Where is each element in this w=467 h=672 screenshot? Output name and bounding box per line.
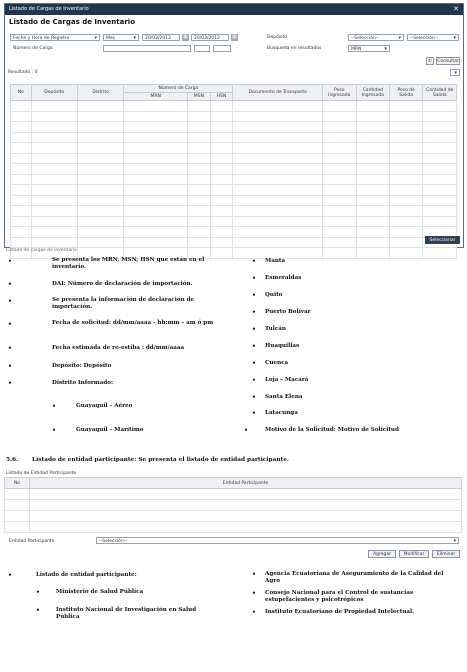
- district-item: Loja – Macará: [265, 377, 309, 383]
- bullet-text-2: DAI: Número de declaración de importación.: [52, 281, 193, 287]
- district-item-1: Guayaquil – Aéreo: [76, 403, 133, 409]
- bullet-dot: •: [252, 292, 256, 299]
- cargo-number-field[interactable]: [103, 45, 191, 52]
- col-no: No: [11, 85, 32, 101]
- results-count: Resultado : 0: [8, 70, 38, 75]
- section-number: 5.6.: [6, 457, 19, 463]
- district-item: Puerto Bolívar: [265, 309, 311, 315]
- search-in-select[interactable]: MRN ▾: [348, 45, 390, 52]
- bullet-dot: •: [252, 410, 256, 417]
- district-item: Manta: [265, 258, 286, 264]
- bullet-dot: •: [252, 309, 256, 316]
- results-options[interactable]: [450, 69, 460, 76]
- bullet-text-5: Fecha estimada de re-estiba : dd/mm/aaaa: [52, 345, 185, 351]
- col-entity: Entidad Participante: [30, 478, 462, 489]
- table-row[interactable]: [11, 122, 457, 133]
- search-button[interactable]: Consultar: [437, 59, 459, 64]
- bullet-dot: •: [36, 589, 40, 596]
- window-title: Listado de Cargas de Inventario: [9, 6, 89, 12]
- refresh-button[interactable]: ↻: [426, 57, 434, 65]
- district-item: Tulcán: [265, 326, 286, 332]
- bullet-text-7: Distrito Informado:: [52, 380, 114, 386]
- date-from-field[interactable]: 20/03/2012: [142, 34, 180, 41]
- inventory-table: [10, 84, 457, 259]
- inventory-window: [4, 3, 464, 248]
- bullet-dot: •: [8, 572, 12, 579]
- bullet-text-6: Depósito: Depósito: [52, 363, 112, 369]
- search-in-label: Búsqueda en resultados: [267, 46, 322, 51]
- table-row[interactable]: [11, 164, 457, 175]
- col-weight-out: Peso de Salida: [389, 85, 422, 101]
- col-district: Distrito: [77, 85, 123, 101]
- participant-title: Listado de Entidad Participante: [6, 471, 77, 476]
- col-transport-doc: Documento de Transporte: [233, 85, 323, 101]
- section-title: Listado de entidad participante: Se presenta el listado de entidad participante.: [32, 457, 289, 463]
- select-button[interactable]: Seleccionar: [425, 236, 460, 244]
- cargo-number-field-2[interactable]: [194, 45, 210, 52]
- bullet-dot: •: [252, 394, 256, 401]
- bullet-dot: •: [8, 258, 12, 265]
- table-row: [5, 522, 462, 533]
- window-heading: Listado de Cargas de Inventario: [9, 18, 136, 26]
- close-icon[interactable]: ✕: [453, 5, 459, 13]
- col-qty-in: Cantidad Ingresada: [356, 85, 389, 101]
- table-row[interactable]: [11, 174, 457, 185]
- table-row: [5, 500, 462, 511]
- entity-right-1: Agencia Ecuatoriana de Aseguramiento de la Calidad del Agro: [265, 571, 444, 584]
- bullet-text-4: Fecha de solicitud: dd/mm/aaaa - hh:mm – am ó pm: [52, 320, 214, 326]
- depositary-label: Depósito: [267, 35, 287, 40]
- table-row: [5, 489, 462, 500]
- bullet-dot: •: [252, 326, 256, 333]
- cargo-number-field-3[interactable]: [213, 45, 231, 52]
- window-titlebar: [5, 4, 463, 15]
- modify-button[interactable]: Modificar: [399, 550, 429, 558]
- table-row[interactable]: [11, 216, 457, 227]
- col-depositary: Depósito: [31, 85, 77, 101]
- table-row[interactable]: [11, 195, 457, 206]
- figure-caption: Listado de cargas de inventario: [6, 248, 77, 253]
- col-weight-in: Peso Ingresado: [323, 85, 356, 101]
- entity-list-label: Listado de entidad participante:: [36, 572, 137, 578]
- entity-left-1: Ministerio de Salud Pública: [56, 589, 144, 595]
- bullet-dot: •: [252, 571, 256, 578]
- district-item: Santa Elena: [265, 394, 303, 400]
- bullet-text-3: Se presenta la información de declaración de importación.: [52, 297, 195, 310]
- date-type-select[interactable]: Fecha y Hora de Registro ▾: [10, 34, 100, 41]
- bullet-dot: •: [36, 607, 40, 614]
- district-item: Cuenca: [265, 360, 289, 366]
- participant-table: [4, 477, 462, 533]
- add-button[interactable]: Agregar: [368, 550, 396, 558]
- bullet-dot: •: [252, 275, 256, 282]
- table-row[interactable]: [11, 185, 457, 196]
- col-mrn: MRN: [124, 93, 188, 101]
- bullet-dot: •: [52, 403, 56, 410]
- date-to-field[interactable]: 20/03/2012: [191, 34, 229, 41]
- bullet-dot: •: [8, 380, 12, 387]
- table-row[interactable]: [11, 111, 457, 122]
- bullet-dot: •: [244, 427, 248, 434]
- col-msn: MSN: [188, 93, 211, 101]
- bullet-dot: •: [252, 258, 256, 265]
- district-item: Latacunga: [265, 410, 298, 416]
- motive-text: Motivo de la Solicitud: Motivo de Solicitud: [265, 427, 399, 433]
- bullet-dot: •: [252, 609, 256, 616]
- delete-button[interactable]: Eliminar: [432, 550, 460, 558]
- district-item-2: Guayaquil – Marítimo: [76, 427, 144, 433]
- bullet-dot: •: [52, 427, 56, 434]
- depositary-select-2[interactable]: --Selección-- ▾: [407, 34, 459, 41]
- participant-panel: [4, 470, 462, 533]
- table-row[interactable]: [11, 153, 457, 164]
- table-row: [5, 511, 462, 522]
- depositary-select[interactable]: --Selección-- ▾: [348, 34, 404, 41]
- entity-right-2: Consejo Nacional para el Control de sustancias estupefacientes y psicotrópicos: [265, 590, 414, 603]
- bullet-dot: •: [252, 343, 256, 350]
- entity-left-2: Instituto Nacional de Investigación en Salud Pública: [56, 607, 197, 620]
- col-qty-out: Cantidad de Salida: [423, 85, 457, 101]
- table-row[interactable]: [11, 143, 457, 154]
- district-item: Esmeraldas: [265, 275, 302, 281]
- table-row[interactable]: [11, 227, 457, 238]
- bullet-dot: •: [252, 360, 256, 367]
- cargo-number-label: Número de Carga: [13, 46, 53, 51]
- table-row[interactable]: [11, 206, 457, 217]
- calendar-icon[interactable]: ▦: [183, 34, 188, 40]
- district-item: Quito: [265, 292, 283, 298]
- district-item: Huaquillas: [265, 343, 300, 349]
- entity-right-3: Instituto Ecuatoriano de Propiedad Intelectual.: [265, 609, 415, 615]
- table-row[interactable]: [11, 101, 457, 112]
- bullet-dot: •: [252, 377, 256, 384]
- entity-field-label: Entidad Participante: [9, 539, 55, 544]
- table-row[interactable]: [11, 132, 457, 143]
- table-row[interactable]: [11, 237, 457, 248]
- period-select[interactable]: Mes ▾: [103, 34, 139, 41]
- bullet-dot: •: [8, 321, 12, 328]
- bullet-dot: •: [252, 590, 256, 597]
- entity-select[interactable]: --Selección-- ▾: [96, 537, 459, 544]
- bullet-dot: •: [8, 298, 12, 305]
- col-hsn: HSN: [210, 93, 233, 101]
- bullet-dot: •: [8, 281, 12, 288]
- col-cargo-number: Número de Carga: [124, 85, 233, 93]
- col-no: No: [5, 478, 30, 489]
- calendar-icon[interactable]: ▦: [232, 34, 237, 40]
- bullet-dot: •: [8, 345, 12, 352]
- bullet-text-1: Se presenta los MRN, MSN, HSN que están en el inventario.: [52, 257, 205, 270]
- bullet-dot: •: [8, 363, 12, 370]
